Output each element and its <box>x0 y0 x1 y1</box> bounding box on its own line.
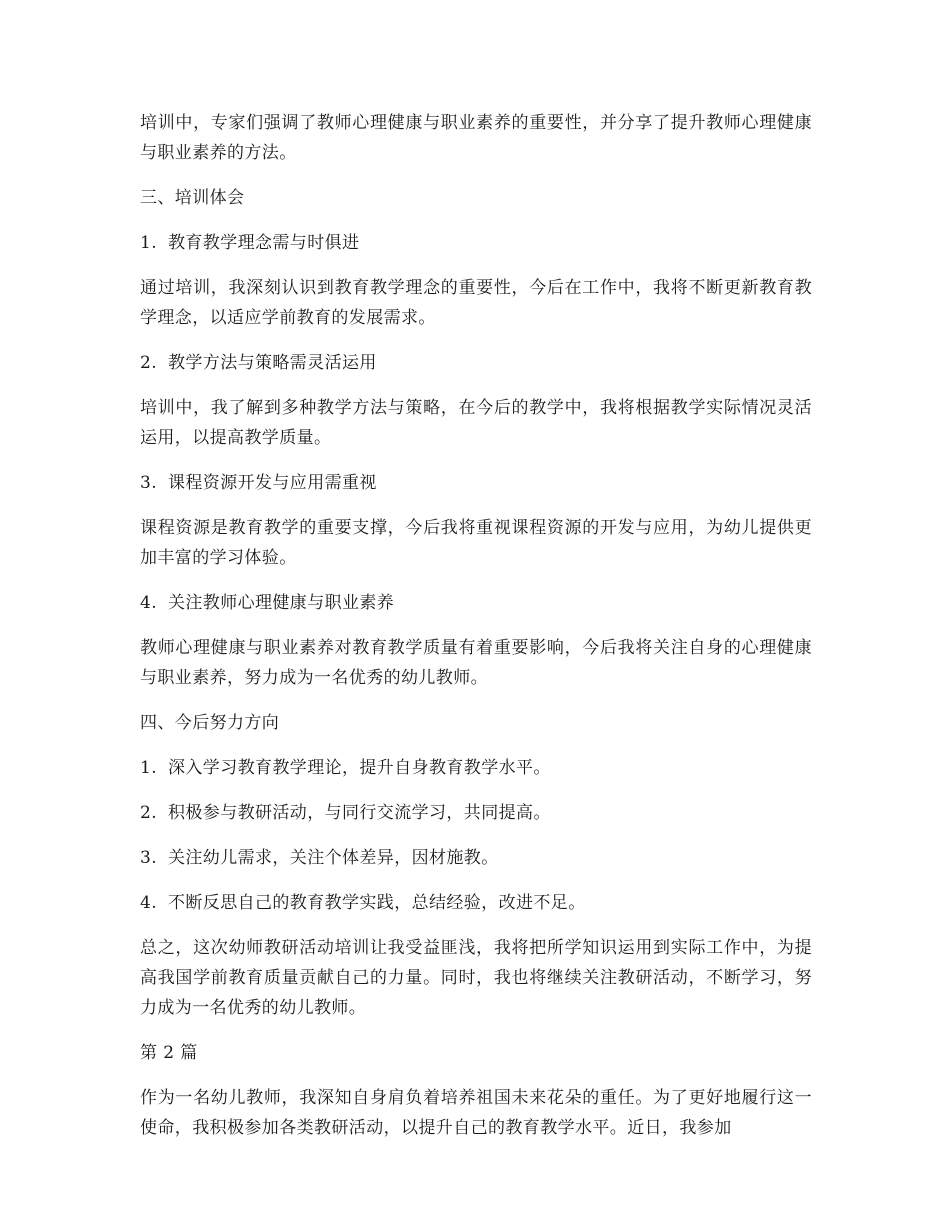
list-number: 4. <box>140 893 158 913</box>
list-item-text: 深入学习教育教学理论，提升自身教育教学水平。 <box>168 758 551 778</box>
list-item <box>140 843 812 873</box>
part-heading: 第 2 篇 <box>140 1043 198 1063</box>
list-item-text: 关注幼儿需求，关注个体差异，因材施教。 <box>168 848 499 868</box>
list-item-title <box>140 228 812 258</box>
section-heading-4: 四、今后努力方向 <box>140 713 280 733</box>
list-item-title <box>140 468 812 498</box>
list-item-text: 教学方法与策略需灵活运用 <box>168 353 377 373</box>
list-item <box>140 798 812 828</box>
list-number: 4. <box>140 593 158 613</box>
list-number: 1. <box>140 233 158 253</box>
list-item-title <box>140 348 812 378</box>
part2-intro-paragraph: 作为一名幼儿教师，我深知自身肩负着培养祖国未来花朵的重任。为了更好地履行这一使命，我积极参加各类教研活动，以提升自己的教育教学水平。近日，我参加 <box>140 1088 812 1138</box>
list-item-title <box>140 588 812 618</box>
list-number: 3. <box>140 473 158 493</box>
list-item-text: 关注教师心理健康与职业素养 <box>168 593 395 613</box>
intro-paragraph: 培训中，专家们强调了教师心理健康与职业素养的重要性，并分享了提升教师心理健康与职业素养的方法。 <box>140 113 812 163</box>
list-number: 3. <box>140 848 158 868</box>
list-item-text: 课程资源开发与应用需重视 <box>168 473 377 493</box>
list-item-body: 培训中，我了解到多种教学方法与策略，在今后的教学中，我将根据教学实际情况灵活运用，以提高教学质量。 <box>140 398 812 448</box>
list-item <box>140 888 812 918</box>
list-number: 2. <box>140 353 158 373</box>
document-body <box>140 108 812 1158</box>
list-item-text: 积极参与教研活动，与同行交流学习，共同提高。 <box>168 803 551 823</box>
list-number: 2. <box>140 803 158 823</box>
list-item-body: 课程资源是教育教学的重要支撑，今后我将重视课程资源的开发与应用，为幼儿提供更加丰富的学习体验。 <box>140 518 812 568</box>
list-item-body: 教师心理健康与职业素养对教育教学质量有着重要影响，今后我将关注自身的心理健康与职业素养，努力成为一名优秀的幼儿教师。 <box>140 638 812 688</box>
list-item-text: 不断反思自己的教育教学实践，总结经验，改进不足。 <box>168 893 586 913</box>
list-item-text: 教育教学理念需与时俱进 <box>168 233 360 253</box>
conclusion-paragraph: 总之，这次幼师教研活动培训让我受益匪浅，我将把所学知识运用到实际工作中，为提高我国学前教育质量贡献自己的力量。同时，我也将继续关注教研活动，不断学习，努力成为一名优秀的幼儿教师。 <box>140 938 812 1018</box>
list-number: 1. <box>140 758 158 778</box>
list-item <box>140 753 812 783</box>
section-heading-3: 三、培训体会 <box>140 188 245 208</box>
list-item-body: 通过培训，我深刻认识到教育教学理念的重要性，今后在工作中，我将不断更新教育教学理念，以适应学前教育的发展需求。 <box>140 278 812 328</box>
